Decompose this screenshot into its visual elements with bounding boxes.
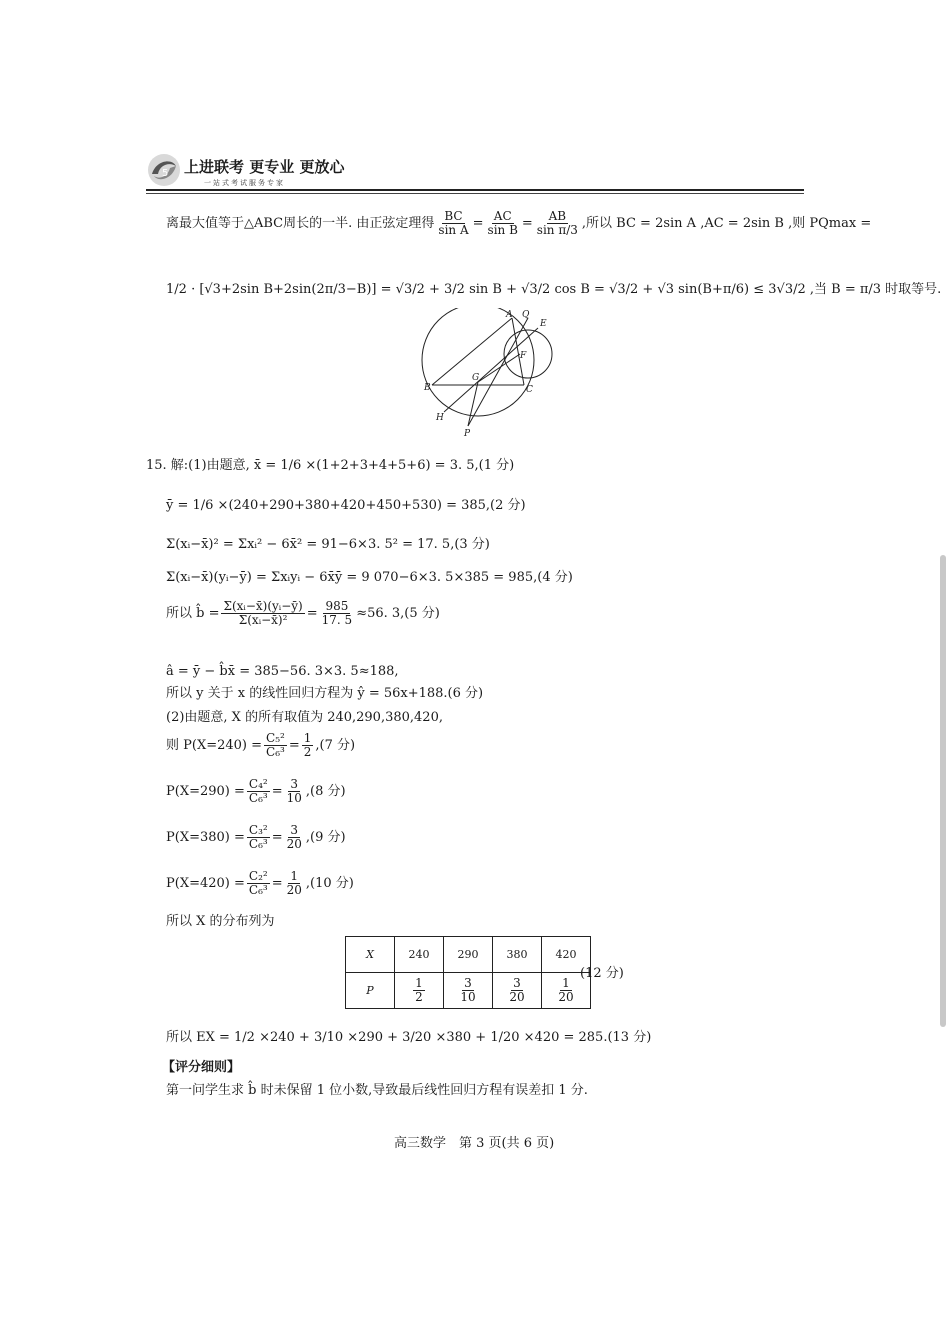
label-f: F — [520, 351, 527, 361]
label-c: C — [526, 385, 533, 395]
prob-prefix: P(X=380) = — [166, 829, 245, 845]
q15-line4: Σ(xᵢ−x̄)(yᵢ−ȳ) = Σxᵢyᵢ − 6x̄ȳ = 9 070−6×3. 5×385 = 985,(4 分) — [166, 570, 573, 585]
frac-den: C₆³ — [248, 837, 268, 851]
frac-num: C₃² — [248, 823, 268, 837]
frac-num: 985 — [325, 599, 349, 613]
table-cell — [493, 973, 542, 1009]
table-row — [346, 973, 591, 1009]
frac-num: 3 — [290, 823, 299, 837]
prob-prefix: 则 P(X=240) = — [166, 737, 263, 753]
line-gf — [478, 354, 520, 382]
frac-den: Σ(xᵢ−x̄)² — [238, 613, 288, 627]
cell-frac — [556, 977, 575, 1004]
result-frac — [302, 732, 314, 759]
page-footer: 高三数学 第 3 页(共 6 页) — [394, 1136, 555, 1151]
header-rule-thin — [146, 193, 804, 194]
q14-frac-ab — [535, 210, 580, 237]
expectation-line: 所以 EX = 1/2 ×240 + 3/10 ×290 + 3/20 ×380 + 1/20 ×420 = 285.(13 分) — [166, 1030, 652, 1045]
frac-den: sin π/3 — [536, 223, 578, 237]
prob-score: ,(9 分) — [305, 829, 346, 845]
brand-logo — [146, 152, 182, 188]
q15-l5-suffix: ≈56. 3,(5 分) — [356, 605, 440, 621]
table-cell — [395, 973, 444, 1009]
dist-intro: 所以 X 的分布列为 — [166, 914, 275, 929]
logo-swirl-icon — [146, 152, 182, 188]
prob-score: ,(7 分) — [315, 737, 356, 753]
circle-large — [422, 308, 534, 416]
svg-text:5: 5 — [162, 168, 169, 179]
brand-tagline: 一站式考试服务专家 — [204, 179, 285, 187]
prob-290 — [166, 778, 346, 805]
q14-frac-ac — [486, 210, 520, 237]
frac-num: 1 — [303, 731, 312, 745]
frac-den: 10 — [286, 791, 302, 805]
frac-num: C₄² — [248, 777, 268, 791]
eq-sign: = — [306, 605, 318, 621]
eq-sign: = — [472, 215, 484, 231]
frac-num: 3 — [513, 976, 521, 990]
prob-prefix: P(X=420) = — [166, 875, 245, 891]
frac-num: AC — [493, 209, 512, 223]
q15-line3: Σ(xᵢ−x̄)² = Σxᵢ² − 6x̄² = 91−6×3. 5² = 17. 5,(3 分) — [166, 537, 490, 552]
prob-420 — [166, 870, 354, 897]
frac-num: Σ(xᵢ−x̄)(yᵢ−ȳ) — [223, 599, 303, 613]
table-head-x: X — [346, 937, 395, 973]
frac-den: C₆³ — [248, 883, 268, 897]
frac-den: sin B — [487, 223, 518, 237]
comb-frac — [247, 824, 270, 851]
q14-frac-bc — [436, 210, 470, 237]
label-h: H — [436, 413, 444, 423]
frac-num: 1 — [562, 976, 570, 990]
comb-frac — [264, 732, 287, 759]
eq-sign: = — [271, 783, 283, 799]
frac-num: AB — [548, 209, 567, 223]
label-p: P — [464, 429, 471, 439]
frac-den: 2 — [415, 990, 423, 1004]
q14-line1-suffix: ,所以 BC = 2sin A ,AC = 2sin B ,则 PQmax = — [581, 215, 872, 231]
frac-num: C₂² — [248, 869, 268, 883]
table-score: (12 分) — [580, 966, 624, 981]
line-he — [444, 328, 538, 412]
q15-l5-prefix: 所以 b̂ = — [166, 605, 220, 621]
cell-frac — [413, 977, 425, 1004]
header-rule-thick — [146, 189, 804, 191]
vertical-scrollbar[interactable] — [940, 555, 946, 1027]
distribution-table — [345, 936, 591, 1009]
q14-line1 — [166, 210, 871, 237]
table-cell: 290 — [444, 937, 493, 973]
frac-den: 20 — [286, 837, 302, 851]
geometry-figure — [416, 308, 556, 440]
frac-num: C₅² — [266, 731, 285, 745]
frac-den: 20 — [286, 883, 302, 897]
label-a: A — [506, 310, 513, 320]
q14-line1-prefix: 离最大值等于△ABC周长的一半. 由正弦定理得 — [166, 215, 435, 231]
frac-den: 20 — [558, 990, 574, 1004]
q15-line1: 15. 解:(1)由题意, x̄ = 1/6 ×(1+2+3+4+5+6) = 3. 5,(1 分) — [146, 458, 515, 473]
frac-den: C₆³ — [266, 745, 285, 759]
label-q: Q — [522, 310, 530, 320]
prob-240 — [166, 732, 355, 759]
frac-num: 1 — [290, 869, 299, 883]
eq-sign: = — [271, 829, 283, 845]
prob-score: ,(10 分) — [305, 875, 354, 891]
frac-den: 20 — [509, 990, 525, 1004]
cell-frac — [507, 977, 526, 1004]
rubric-text: 第一问学生求 b̂ 时未保留 1 位小数,导致最后线性回归方程有误差扣 1 分. — [166, 1083, 588, 1098]
q15-line6: â = ȳ − b̂x̄ = 385−56. 3×3. 5≈188, — [166, 664, 399, 679]
q14-line2 — [166, 282, 941, 298]
rubric-title: 【评分细则】 — [162, 1060, 241, 1075]
prob-380 — [166, 824, 346, 851]
result-frac — [285, 778, 304, 805]
prob-prefix: P(X=290) = — [166, 783, 245, 799]
label-e: E — [540, 319, 547, 329]
comb-frac — [247, 778, 270, 805]
q15-line8: (2)由题意, X 的所有取值为 240,290,380,420, — [166, 710, 443, 725]
label-g: G — [472, 373, 480, 383]
b-hat-value — [320, 600, 355, 627]
eq-sign: = — [288, 737, 300, 753]
frac-den: sin A — [438, 223, 469, 237]
line-pq — [468, 318, 528, 426]
table-row — [346, 937, 591, 973]
cell-frac — [458, 977, 477, 1004]
result-frac — [285, 870, 304, 897]
brand-slogan: 上进联考 更专业 更放心 — [184, 158, 345, 176]
frac-num: 3 — [290, 777, 299, 791]
q14-line2-body: · [√3+2sin B+2sin(2π/3−B)] = √3/2 + 3/2 sin B + √3/2 cos B = √3/2 + √3 sin(B+π/6) ≤ 3√3/2 ,当 B = π/3 时取等号. — [191, 282, 942, 297]
table-cell: 380 — [493, 937, 542, 973]
table-cell: 420 — [542, 937, 591, 973]
label-b: B — [424, 383, 431, 393]
result-frac — [285, 824, 304, 851]
q15-line7: 所以 y 关于 x 的线性回归方程为 ŷ = 56x+188.(6 分) — [166, 686, 484, 701]
q15-line5 — [166, 600, 440, 627]
frac-den: 17. 5 — [321, 613, 353, 627]
comb-frac — [247, 870, 270, 897]
prob-score: ,(8 分) — [305, 783, 346, 799]
eq-sign: = — [271, 875, 283, 891]
frac-den: 2 — [303, 745, 312, 759]
table-cell: 240 — [395, 937, 444, 973]
frac-den: C₆³ — [248, 791, 268, 805]
q14-half: 1/2 — [166, 282, 187, 297]
q15-line2: ȳ = 1/6 ×(240+290+380+420+450+530) = 385,(2 分) — [166, 498, 526, 513]
distribution-table-wrap — [345, 936, 591, 1009]
b-hat-formula — [221, 600, 304, 627]
frac-den: 10 — [460, 990, 476, 1004]
frac-num: 3 — [464, 976, 472, 990]
frac-num: 1 — [415, 976, 423, 990]
eq-sign: = — [521, 215, 533, 231]
frac-num: BC — [444, 209, 463, 223]
table-cell — [444, 973, 493, 1009]
table-head-p: P — [346, 973, 395, 1009]
